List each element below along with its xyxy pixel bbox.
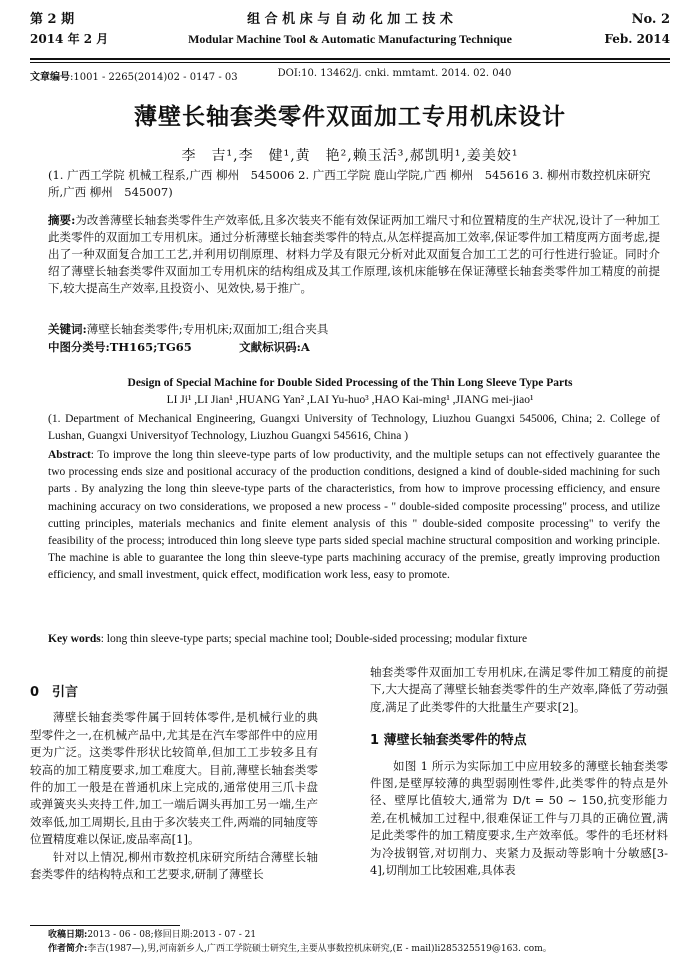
article-number-label: 文章编号 xyxy=(30,72,70,83)
issue-cn: 第 2 期 xyxy=(30,12,75,27)
clc-value: TH165;TG65 xyxy=(109,340,192,354)
clc-label: 中图分类号: xyxy=(48,340,110,354)
keywords-text-en: : long thin sleeve-type parts; special machine tool; Double-sided processing; modular fixture xyxy=(100,633,528,645)
author-bio-label: 作者简介: xyxy=(48,944,88,954)
journal-name-cn: 组 合 机 床 与 自 动 化 加 工 技 术 xyxy=(247,12,453,27)
paragraph: 轴套类零件双面加工专用机床,在满足零件加工精度的前提下,大大提高了薄壁长轴套类零件的生产效率,降低了劳动强度,满足了此类零件的大批量生产要求[2]。 xyxy=(370,665,668,714)
keywords-en xyxy=(48,633,660,645)
abstract-label-en: Abstract xyxy=(48,449,91,461)
abstract-label-cn: 摘要: xyxy=(48,213,76,227)
keywords-cn xyxy=(48,321,660,338)
affiliation-cn: (1. 广西工学院 机械工程系,广西 柳州 545006 2. 广西工学院 鹿山学院,广西 柳州 545616 3. 柳州市数控机床研究所,广西 柳州 545007) xyxy=(48,168,651,199)
article-info xyxy=(30,68,511,83)
classification-line xyxy=(48,339,660,356)
article-number: :1001 - 2265(2014)02 - 0147 - 03 xyxy=(70,72,238,83)
issue-en: No. 2 xyxy=(631,12,670,27)
journal-header xyxy=(30,8,670,58)
authors-cn: 李 吉¹,李 健¹,黄 艳²,赖玉活³,郝凯明¹,姜美姣¹ xyxy=(181,148,519,164)
doc-code-label: 文献标识码: xyxy=(239,340,301,354)
footnote-rule xyxy=(30,925,180,926)
paragraph: 薄壁长轴套类零件属于回转体零件,是机械行业的典型零件之一,在机械产品中,尤其是在汽车零部件中的应用更为广泛。这类零件形状比较简单,但加工工步较多且有较高的加工精度要求,加工难度大。目前,薄壁长轴套类零件的加工一般是在普通机床上完成的,通常使用三爪卡盘或弹簧夹头夹持工件,加工一端后调头再加工另一端,生产效率低,加工周期长,且由于多次装夹工件,两端的同轴度等位置精度难以保证,废品率高[1]。 xyxy=(30,710,318,847)
doc-code-value: A xyxy=(300,340,310,354)
footnote-received xyxy=(48,929,670,942)
date-cn: 2014 年 2 月 xyxy=(30,32,109,46)
received-dates: 2013 - 06 - 08;修回日期:2013 - 07 - 21 xyxy=(87,930,257,940)
abstract-text-cn: 为改善薄壁长轴套类零件生产效率低,且多次装夹不能有效保证两加工端尺寸和位置精度的生产状况,设计了一种加工此类零件的双面加工专用机床。通过分析薄壁长轴套类零件的特点,从怎样提高加工效率,保证零件加工精度两方面考虑,提出了一种双面复合加工工艺,并利用切削原理、材料力学及有限元分析对此双面复合加工工艺的可行性进行验证。同时介绍了薄壁长轴套类零件双面加工专用机床的结构组成及其工作原理,该机床能够在保证薄壁长轴套类零件加工精度的前提下,较大提高生产效率,且投资小、见效快,易于推广。 xyxy=(48,213,660,295)
section-heading-intro: 0 引言 xyxy=(30,685,79,700)
body-column-right xyxy=(370,664,668,879)
footnote-author xyxy=(48,943,670,956)
author-bio: 李吉(1987—),男,河南新乡人,广西工学院硕士研究生,主要从事数控机床研究,(E - mail)li285325519@163. com。 xyxy=(87,944,552,954)
paragraph: 针对以上情况,柳州市数控机床研究所结合薄壁长轴套类零件的结构特点和工艺要求,研制了薄壁长 xyxy=(30,849,318,882)
date-en: Feb. 2014 xyxy=(604,32,670,46)
header-rule xyxy=(30,58,670,60)
header-rule-thin xyxy=(30,62,670,63)
keywords-label-en: Key words xyxy=(48,633,101,645)
keywords-text-cn: 薄壁长轴套类零件;专用机床;双面加工;组合夹具 xyxy=(86,322,329,336)
affiliation-en: (1. Department of Mechanical Engineering, Guangxi University of Technology, Liuzhou Guangxi 545006, China; 2. College of Lushan, Guangxi Universityof Technology, Liuzhou Guangxi 545616, China ) xyxy=(48,413,660,442)
paper-title-cn: 薄壁长轴套类零件双面加工专用机床设计 xyxy=(134,104,566,130)
paper-title-en: Design of Special Machine for Double Sided Processing of the Thin Long Sleeve Type Parts xyxy=(127,377,573,389)
section-heading-features: 1 薄壁长轴套类零件的特点 xyxy=(370,733,527,749)
body-column-left xyxy=(30,668,318,883)
keywords-label-cn: 关键词: xyxy=(48,322,87,336)
abstract-text-en: : To improve the long thin sleeve-type parts of low productivity, and the multiple setups can not effectively guarantee the two processing ends size and positional accuracy of the production conditions, designed a kind of double-sided machining for such parts . By analyzing the long thin sleeve-type parts of the characteristics, from how to improve processing efficiency, and ensure machining accuracy on two considerations, we proposed a new process - " double-sided composite processing" process, and utilize cutting principles, materials mechanics and finite element analysis of this " double-sided composite processing" to verify the feasibility of the process; introduced thin long sleeve type parts sided special machine structural composition and working principle. The machine is able to guarantee the long thin sleeve-type parts machining accuracy of the premise, greatly improving production efficiency, and small investment, quick effect, modification work less, easy to promote. xyxy=(48,449,660,582)
authors-en: LI Ji¹ ,LI Jian¹ ,HUANG Yan² ,LAI Yu-huo³ ,HAO Kai-ming¹ ,JIANG mei-jiao¹ xyxy=(166,394,534,406)
abstract-en xyxy=(48,447,660,585)
doi: DOI:10. 13462/j. cnki. mmtamt. 2014. 02. 040 xyxy=(277,68,512,79)
paragraph: 如图 1 所示为实际加工中应用较多的薄壁长轴套类零件图,是壁厚较薄的典型弱刚性零件,此类零件的特点是外径、壁厚比值较大,通常为 D/t = 50 ~ 150,抗变形能力差,在机械加工过程中,很难保证工件与刀具的正确位置,满足此类零件的加工精度要求,生产效率低。零件的毛坯材料为冷拔钢管,对切削力、夹紧力及振动等影响十分敏感[3-4],切削加工比较困难,具体表 xyxy=(370,758,668,878)
received-label: 收稿日期: xyxy=(48,930,88,940)
abstract-cn xyxy=(48,212,660,297)
journal-name-en: Modular Machine Tool & Automatic Manufacturing Technique xyxy=(188,32,512,46)
